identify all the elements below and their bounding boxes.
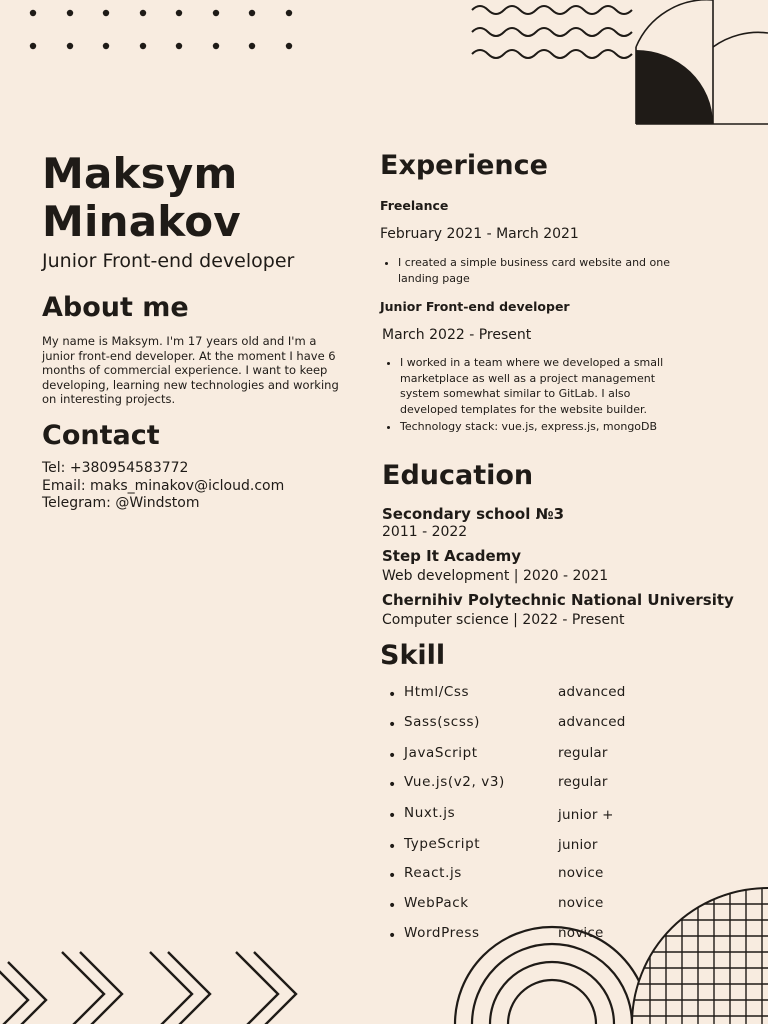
skill-level: junior + (558, 807, 614, 823)
skill-row (388, 684, 648, 704)
education-sub: Computer science | 2022 - Present (382, 612, 625, 628)
skill-level: novice (558, 895, 604, 911)
skill-row (388, 895, 648, 915)
contact-telegram: Telegram: @Windstom (42, 495, 200, 511)
job-dates: March 2022 - Present (382, 327, 532, 343)
skill-row (388, 865, 648, 885)
bullet-icon: • (388, 839, 397, 855)
chevrons-decoration (0, 948, 320, 1024)
education-sub: Web development | 2020 - 2021 (382, 568, 609, 584)
first-name: Maksym (42, 149, 238, 198)
bullet-icon: • (388, 777, 397, 793)
job-bullets (380, 255, 688, 288)
skills-heading: Skill (380, 640, 446, 671)
bullet-icon: • (388, 717, 397, 733)
job-title: Junior Front-end developer (380, 299, 570, 314)
contact-phone: Tel: +380954583772 (42, 460, 189, 476)
about-heading: About me (42, 292, 189, 323)
skill-name: JavaScript (404, 745, 478, 761)
last-name: Minakov (42, 197, 241, 246)
full-name (42, 150, 241, 246)
bullet-icon: • (388, 808, 397, 824)
skill-level: regular (558, 774, 608, 790)
skill-row (388, 836, 648, 856)
skill-level: novice (558, 865, 604, 881)
skill-name: WebPack (404, 895, 469, 911)
education-heading: Education (382, 460, 534, 491)
skill-name: Vue.js(v2, v3) (404, 774, 505, 790)
job-bullet: • I created a simple business card website and one landing page (398, 255, 688, 286)
wave-lines-decoration (470, 0, 640, 70)
education-sub: 2011 - 2022 (382, 524, 468, 540)
bullet-icon: • (388, 748, 397, 764)
skill-level: junior (558, 837, 598, 853)
education-title: Chernihiv Polytechnic National University (382, 591, 734, 609)
bullet-icon: • (388, 868, 397, 884)
geometric-corner-decoration (635, 0, 768, 126)
education-title: Secondary school №3 (382, 505, 565, 523)
skill-name: Nuxt.js (404, 805, 456, 821)
skill-row (388, 774, 648, 794)
job-bullets (382, 355, 670, 437)
skill-level: advanced (558, 684, 626, 700)
job-dates: February 2021 - March 2021 (380, 226, 579, 242)
skill-name: TypeScript (404, 836, 481, 852)
bullet-icon: • (388, 687, 397, 703)
skill-row (388, 805, 648, 825)
experience-heading: Experience (380, 150, 548, 181)
education-title: Step It Academy (382, 547, 522, 565)
bullet-icon: • (388, 928, 397, 944)
skill-name: Html/Css (404, 684, 470, 700)
dot-grid-decoration (0, 0, 320, 60)
skill-row (388, 714, 648, 734)
about-text: My name is Maksym. I'm 17 years old and I'm a junior front-end developer. At the moment I have 6 months of commercial experience. I want to keep developing, learning new technologies and working on interesting projects. (42, 334, 339, 406)
skill-level: regular (558, 745, 608, 761)
contact-heading: Contact (42, 420, 160, 451)
skill-name: React.js (404, 865, 462, 881)
skill-name: WordPress (404, 925, 480, 941)
job-bullet: • Technology stack: vue.js, express.js, mongoDB (400, 419, 670, 435)
skill-row (388, 745, 648, 765)
job-bullet: • I worked in a team where we developed a small marketplace as well as a project management system somewhat similar to GitLab. I also developed templates for the website builder. (400, 355, 670, 417)
job-role: Junior Front-end developer (42, 250, 295, 272)
bullet-icon: • (388, 898, 397, 914)
skill-row (388, 925, 648, 945)
job-title: Freelance (380, 198, 449, 213)
skill-level: advanced (558, 714, 626, 730)
skill-level: novice (558, 925, 604, 941)
contact-details (42, 460, 284, 513)
contact-email: Email: maks_minakov@icloud.com (42, 477, 285, 494)
skill-name: Sass(scss) (404, 714, 480, 730)
